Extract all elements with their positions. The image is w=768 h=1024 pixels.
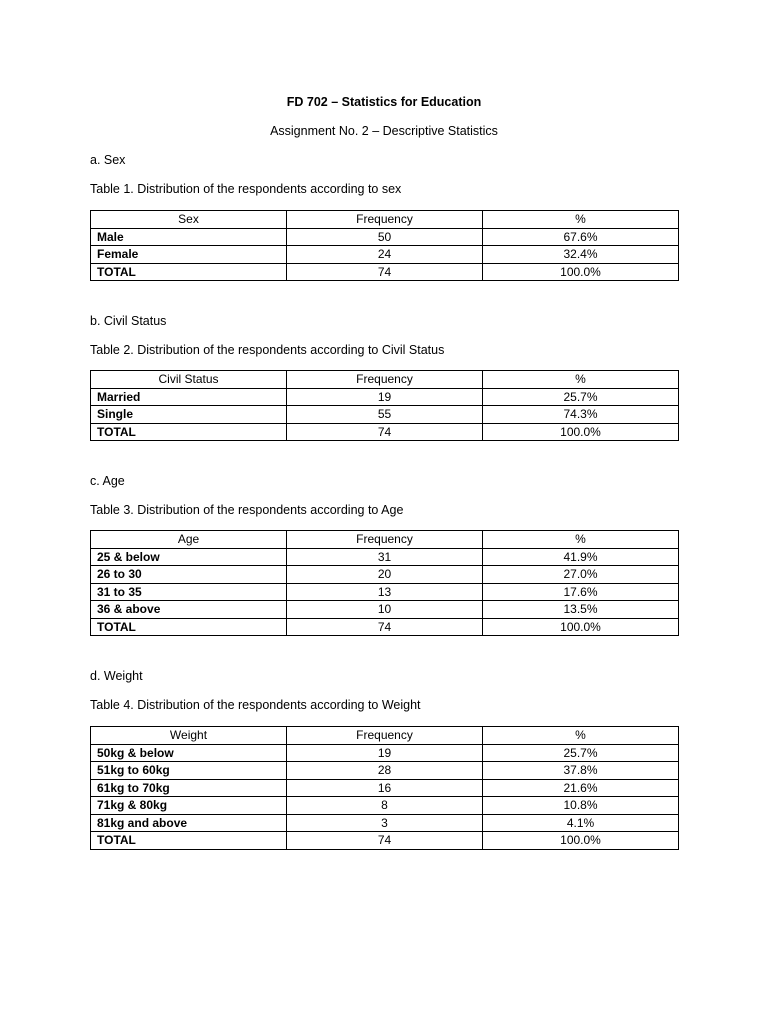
percent-cell: 21.6%	[483, 779, 679, 797]
frequency-cell: 55	[287, 406, 483, 424]
table-caption-age: Table 3. Distribution of the respondents according to Age	[90, 503, 404, 517]
percent-cell: 25.7%	[483, 744, 679, 762]
frequency-cell: 74	[287, 618, 483, 636]
table-row	[91, 601, 679, 619]
row-label: 31 to 35	[91, 583, 287, 601]
frequency-cell: 10	[287, 601, 483, 619]
column-header: %	[483, 531, 679, 549]
table-row	[91, 744, 679, 762]
percent-cell: 32.4%	[483, 246, 679, 264]
row-label: 25 & below	[91, 548, 287, 566]
table-row	[91, 406, 679, 424]
document-title: FD 702 – Statistics for Education	[286, 95, 482, 109]
frequency-cell: 16	[287, 779, 483, 797]
section-heading-weight: d. Weight	[90, 669, 143, 683]
column-header: %	[483, 211, 679, 229]
section-heading-age: c. Age	[90, 474, 125, 488]
column-header: Frequency	[287, 371, 483, 389]
frequency-cell: 19	[287, 744, 483, 762]
row-label: TOTAL	[91, 263, 287, 281]
column-header: Frequency	[287, 727, 483, 745]
percent-cell: 67.6%	[483, 228, 679, 246]
percent-cell: 100.0%	[483, 618, 679, 636]
frequency-cell: 74	[287, 832, 483, 850]
row-label: 61kg to 70kg	[91, 779, 287, 797]
table-row	[91, 228, 679, 246]
table-row	[91, 548, 679, 566]
frequency-cell: 8	[287, 797, 483, 815]
percent-cell: 10.8%	[483, 797, 679, 815]
percent-cell: 100.0%	[483, 423, 679, 441]
row-label: TOTAL	[91, 618, 287, 636]
row-label: TOTAL	[91, 832, 287, 850]
table-row	[91, 583, 679, 601]
table-caption-civil-status: Table 2. Distribution of the respondents according to Civil Status	[90, 343, 445, 357]
table-header-row	[91, 531, 679, 549]
table-row	[91, 762, 679, 780]
frequency-cell: 74	[287, 423, 483, 441]
row-label: Single	[91, 406, 287, 424]
row-label: 36 & above	[91, 601, 287, 619]
table-weight	[90, 726, 679, 850]
column-header: %	[483, 371, 679, 389]
percent-cell: 4.1%	[483, 814, 679, 832]
row-label: Male	[91, 228, 287, 246]
frequency-cell: 20	[287, 566, 483, 584]
frequency-cell: 19	[287, 388, 483, 406]
table-row	[91, 246, 679, 264]
table-row	[91, 814, 679, 832]
column-header: Sex	[91, 211, 287, 229]
column-header: Civil Status	[91, 371, 287, 389]
table-total-row	[91, 263, 679, 281]
column-header: Frequency	[287, 211, 483, 229]
table-row	[91, 566, 679, 584]
column-header: %	[483, 727, 679, 745]
table-total-row	[91, 423, 679, 441]
row-label: 26 to 30	[91, 566, 287, 584]
row-label: TOTAL	[91, 423, 287, 441]
section-heading-sex: a. Sex	[90, 153, 126, 167]
row-label: Married	[91, 388, 287, 406]
frequency-cell: 31	[287, 548, 483, 566]
percent-cell: 74.3%	[483, 406, 679, 424]
row-label: 71kg & 80kg	[91, 797, 287, 815]
percent-cell: 41.9%	[483, 548, 679, 566]
frequency-cell: 24	[287, 246, 483, 264]
table-header-row	[91, 211, 679, 229]
document-subtitle: Assignment No. 2 – Descriptive Statistics	[270, 124, 498, 138]
percent-cell: 13.5%	[483, 601, 679, 619]
column-header: Frequency	[287, 531, 483, 549]
frequency-cell: 3	[287, 814, 483, 832]
table-sex	[90, 210, 679, 281]
percent-cell: 100.0%	[483, 832, 679, 850]
row-label: 50kg & below	[91, 744, 287, 762]
table-row	[91, 388, 679, 406]
row-label: 51kg to 60kg	[91, 762, 287, 780]
column-header: Weight	[91, 727, 287, 745]
table-civil-status	[90, 370, 679, 441]
section-heading-civil-status: b. Civil Status	[90, 314, 167, 328]
table-row	[91, 779, 679, 797]
table-header-row	[91, 727, 679, 745]
frequency-cell: 13	[287, 583, 483, 601]
row-label: 81kg and above	[91, 814, 287, 832]
row-label: Female	[91, 246, 287, 264]
frequency-cell: 74	[287, 263, 483, 281]
table-total-row	[91, 618, 679, 636]
table-header-row	[91, 371, 679, 389]
table-total-row	[91, 832, 679, 850]
column-header: Age	[91, 531, 287, 549]
table-caption-weight: Table 4. Distribution of the respondents according to Weight	[90, 698, 421, 712]
percent-cell: 27.0%	[483, 566, 679, 584]
frequency-cell: 50	[287, 228, 483, 246]
percent-cell: 100.0%	[483, 263, 679, 281]
table-caption-sex: Table 1. Distribution of the respondents according to sex	[90, 182, 402, 196]
table-age	[90, 530, 679, 636]
percent-cell: 37.8%	[483, 762, 679, 780]
frequency-cell: 28	[287, 762, 483, 780]
table-row	[91, 797, 679, 815]
percent-cell: 17.6%	[483, 583, 679, 601]
percent-cell: 25.7%	[483, 388, 679, 406]
